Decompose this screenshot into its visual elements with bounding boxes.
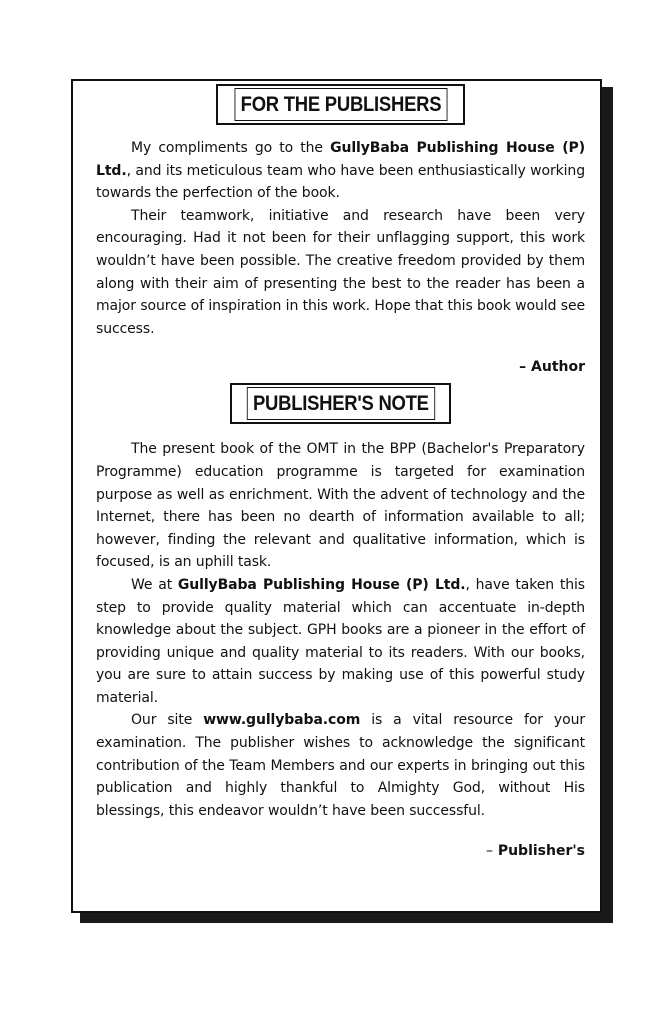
note-paragraph-1: The present book of the OMT in the BPP (Bachelor's Preparatory Programme) education programme is targeted for examination purpose as well as enrichment. With the advent of technology and the Internet, there has been no dearth of information available to all; however, finding the relevant and qualitative information, which is focused, is an uphill task. [96, 441, 585, 571]
page-frame [71, 79, 602, 913]
heading-publishers-note-wrap [96, 383, 585, 424]
author-signature: – Author [519, 359, 585, 376]
signature-name: Publisher's [497, 843, 585, 860]
text-segment: , have taken this step to provide quality material which can accentuate in-depth knowledge about the subject. GPH books are a pioneer in the effort of providing unique and quality material to its readers. With our books, you are sure to attain success by making use of this powerful study material. [96, 576, 585, 706]
heading-publishers-note: PUBLISHER'S NOTE [246, 387, 434, 420]
publishers-paragraph-1 [96, 137, 585, 205]
text-segment: We at [131, 576, 178, 593]
heading-for-the-publishers: FOR THE PUBLISHERS [234, 88, 447, 121]
text-segment: Our site [131, 712, 204, 729]
signature-dash: – [485, 843, 493, 860]
heading-outer-border [216, 84, 466, 125]
note-paragraph-2 [96, 574, 585, 710]
heading-for-the-publishers-wrap [96, 84, 585, 125]
publisher-name: GullyBaba Publishing House (P) Ltd. [177, 576, 466, 593]
note-paragraph-3 [96, 709, 585, 822]
text-segment: is a vital resource for your examination. The publisher wishes to acknowledge the significant contribution of the Team Members and our experts in bringing out this publication and highly thankful to Almighty God, without His blessings, this endeavor wouldn’t have been successful. [96, 712, 586, 819]
publishers-paragraph-2: Their teamwork, initiative and research have been very encouraging. Had it not been for their unflagging support, this work wouldn’t have been possible. The creative freedom provided by them along with their aim of presenting the best to the reader has been a major source of inspiration in this work. Hope that this book would see success. [96, 207, 585, 337]
website-url: www.gullybaba.com [203, 712, 361, 729]
publisher-name: GullyBaba Publishing House (P) Ltd. [96, 140, 585, 179]
heading-outer-border [230, 383, 452, 424]
publisher-signature [96, 841, 585, 861]
text-segment: , and its meticulous team who have been enthusiastically working towards the perfection of the book. [96, 162, 585, 202]
text-segment: My compliments go to the [131, 140, 331, 156]
